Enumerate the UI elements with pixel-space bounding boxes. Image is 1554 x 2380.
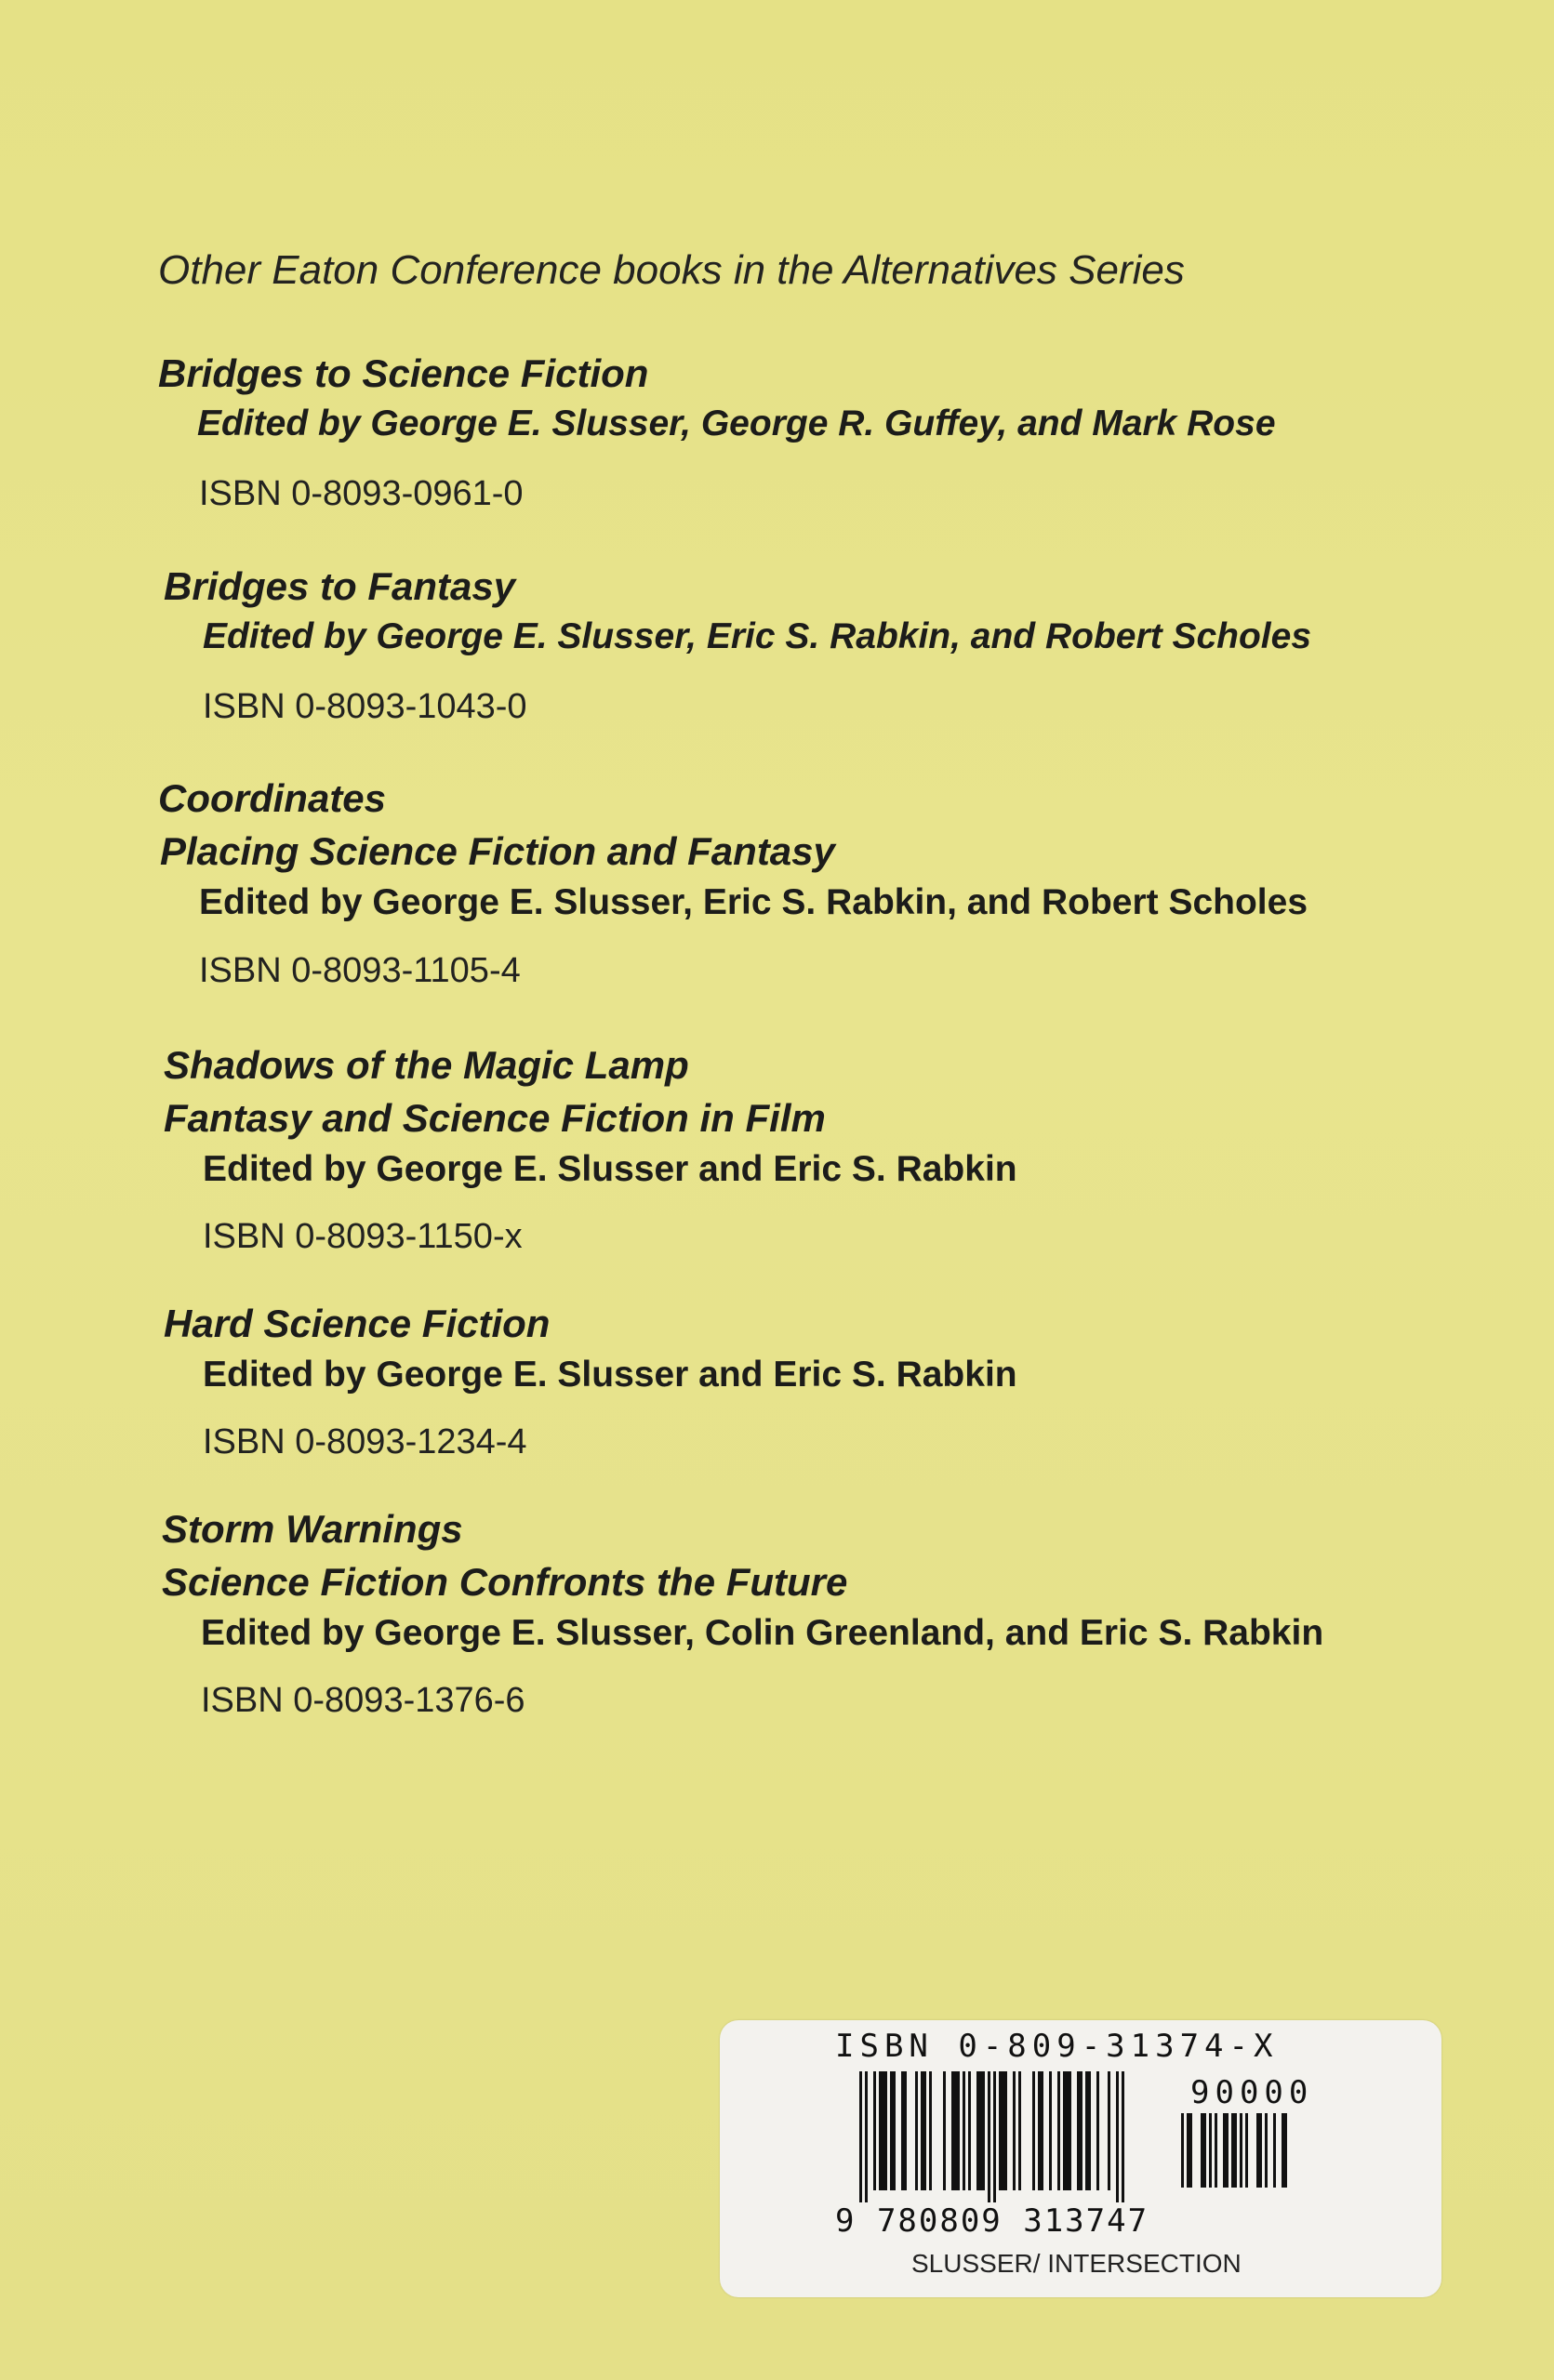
book-editors: Edited by George E. Slusser, Colin Greenland, and Eric S. Rabkin: [201, 1613, 1324, 1653]
ean-barcode: [859, 2071, 1175, 2211]
book-editors: Edited by George E. Slusser, Eric S. Rabkin, and Robert Scholes: [203, 616, 1312, 656]
book-isbn: ISBN 0-8093-1105-4: [199, 951, 521, 990]
book-title: Storm Warnings: [162, 1507, 463, 1551]
book-isbn: ISBN 0-8093-1043-0: [203, 687, 527, 726]
book-title: Hard Science Fiction: [164, 1302, 551, 1345]
book-subtitle: Fantasy and Science Fiction in Film: [164, 1096, 826, 1140]
book-editors: Edited by George E. Slusser, Eric S. Rabkin, and Robert Scholes: [199, 882, 1308, 922]
book-subtitle: Placing Science Fiction and Fantasy: [160, 829, 835, 873]
book-editors: Edited by George E. Slusser and Eric S. Rabkin: [203, 1355, 1017, 1395]
book-title: Bridges to Fantasy: [164, 564, 516, 608]
book-isbn: ISBN 0-8093-0961-0: [199, 474, 524, 513]
book-subtitle: Science Fiction Confronts the Future: [162, 1560, 848, 1604]
book-title: Coordinates: [158, 776, 387, 820]
book-isbn: ISBN 0-8093-1234-4: [203, 1422, 527, 1461]
book-isbn: ISBN 0-8093-1376-6: [201, 1681, 525, 1720]
barcode-label: [720, 2020, 1441, 2297]
barcode-digits: 9 780809 313747: [835, 2202, 1149, 2240]
book-isbn: ISBN 0-8093-1150-x: [203, 1217, 523, 1256]
price-addon-barcode: [1181, 2113, 1287, 2188]
barcode-isbn: ISBN 0-809-31374-X: [835, 2028, 1279, 2065]
barcode-price-code: 90000: [1190, 2074, 1314, 2111]
book-editors: Edited by George E. Slusser, George R. Guffey, and Mark Rose: [197, 403, 1276, 443]
book-title: Bridges to Science Fiction: [158, 351, 649, 395]
book-editors: Edited by George E. Slusser and Eric S. Rabkin: [203, 1149, 1017, 1189]
series-heading: Other Eaton Conference books in the Alternatives Series: [158, 247, 1185, 293]
barcode-caption: SLUSSER/ INTERSECTION: [911, 2249, 1242, 2278]
book-title: Shadows of the Magic Lamp: [164, 1043, 689, 1087]
